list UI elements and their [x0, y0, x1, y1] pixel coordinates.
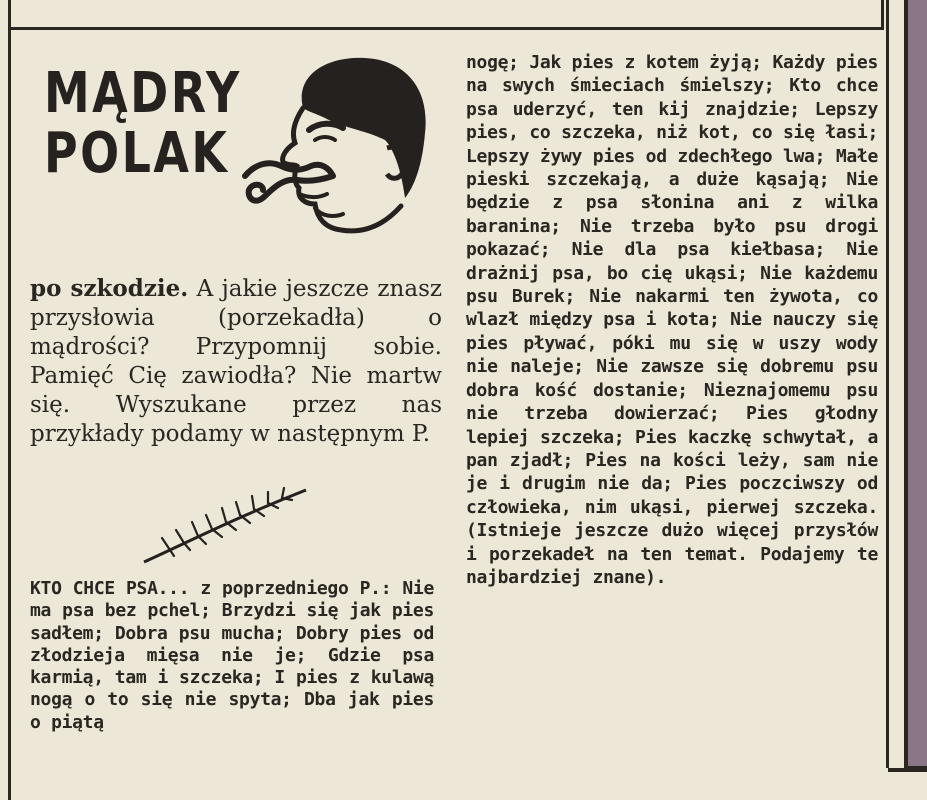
- top-frame: [8, 0, 884, 30]
- intro-column: [30, 274, 442, 449]
- right-rule: [886, 0, 889, 768]
- intro-lead: po szkodzie.: [30, 275, 189, 302]
- proverbs-left-column: [30, 578, 434, 734]
- column-title: [44, 61, 242, 186]
- title-line-1: MĄDRY: [44, 61, 242, 126]
- bottom-rule: [888, 768, 927, 772]
- left-rule: [8, 0, 11, 800]
- proverbs-heading: KTO CHCE PSA...: [30, 578, 190, 599]
- proverbs-right-column: nogę; Jak pies z kotem żyją; Każdy pies na swych śmieciach śmielszy; Kto chce psa uderzyć, ten kij znajdzie; Lepszy pies, co szczeka, niż kot, co się łasi; Lepszy żywy pies od zdechłego lwa; Małe pieski szczekają, a duże kąsają; Nie będzie z psa słonina ani z wilka baranina; Nie trzeba było psu drogi pokazać; Nie dla psa kiełbasa; Nie drażnij psa, bo cię ukąsi; Nie każdemu psu Burek; Nie nakarmi ten żywota, co wlazł między psa i kota; Nie nauczy się pies pływać, póki mu się w uszy wody nie naleje; Nie zawsze się dobremu psu dobra kość dostanie; Nieznajomemu psu nie trzeba dowierzać; Pies głodny lepiej szczeka; Pies kaczkę schwytał, a pan zjadł; Pies na kości leży, sam nie je i drugim nie da; Pies poczciwszy od człowieka, nim ukąsi, pierwej szczeka. (Istnieje jeszcze dużo więcej przysłów i porzekadeł na ten temat. Podajemy te najbardziej znane).: [466, 52, 878, 588]
- intro-body: A jakie jeszcze znasz przysłowia (porzekadła) o mądrości? Przypomnij sobie. Pamięć Cię zawiodła? Nie martw się. Wyszukane przez nas przykłady podamy w następnym P.: [30, 276, 442, 447]
- intro-paragraph: [30, 274, 442, 449]
- proverbs-left-text: z poprzedniego P.: Nie ma psa bez pchel; Brzydzi się jak pies sadłem; Dobra psu mucha; Dobry pies od złodzieja mięsa nie je; Gdzie psa karmią, tam i szczeka; I pies z kulawą nogą o to się nie spyta; Dba jak pies o piątą: [30, 578, 434, 733]
- title-line-2: POLAK: [44, 121, 230, 186]
- side-strip: [904, 0, 927, 770]
- caricature-face-icon: [225, 48, 445, 238]
- branch-icon: [140, 486, 310, 566]
